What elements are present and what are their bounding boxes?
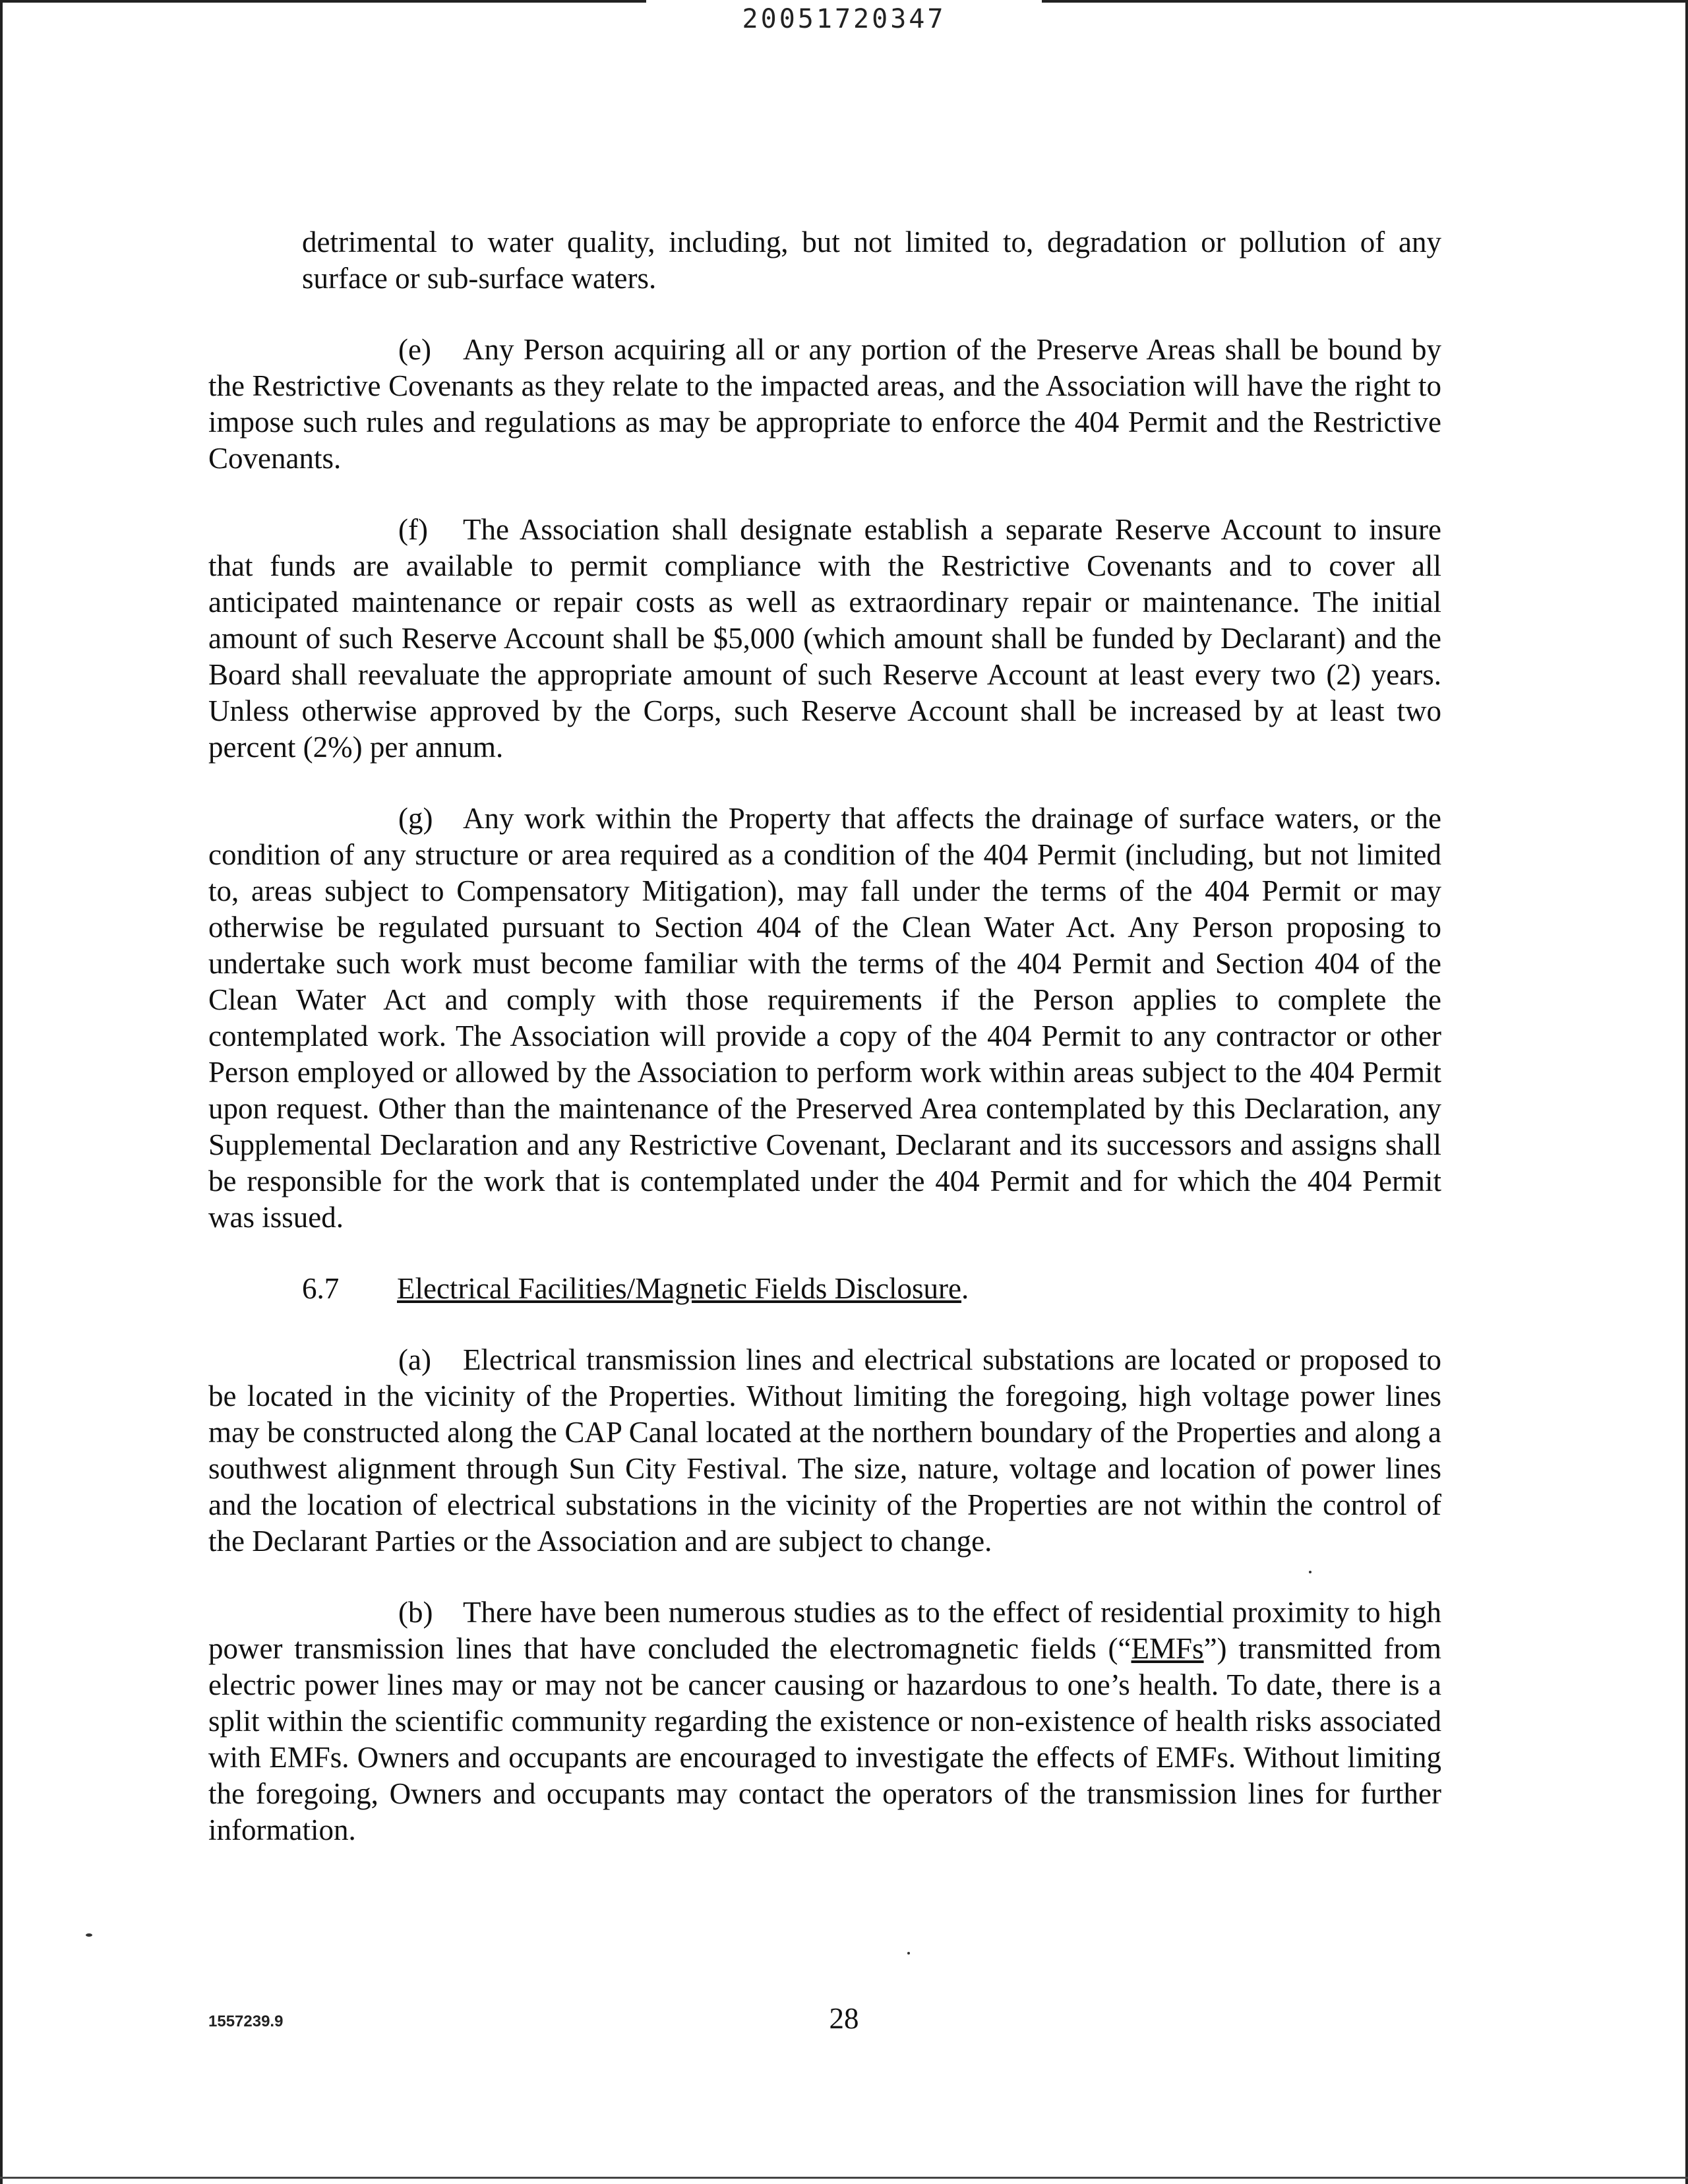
document-body: [208, 224, 1441, 1883]
scan-speck: [1309, 1571, 1311, 1573]
scan-border-bottom: [0, 2177, 1688, 2179]
scan-border-top-right: [1042, 0, 1688, 3]
paragraph-a: [208, 1342, 1441, 1560]
paragraph-g-text: Any work within the Property that affects the drainage of surface waters, or the condition of any structure or area required as a condition of the 404 Permit (including, but not limited to, areas subject to Compensatory Mitigation), may fall under the terms of the 404 Permit or may otherwise be regulated pursuant to Section 404 of the Clean Water Act. Any Person proposing to undertake such work must become familiar with the terms of the 404 Permit and Section 404 of the Clean Water Act and comply with those requirements if the Person applies to complete the contemplated work. The Association will provide a copy of the 404 Permit to any contractor or other Person employed or allowed by the Association to perform work within areas subject to the 404 Permit upon request. Other than the maintenance of the Preserved Area contemplated by this Declaration, any Supplemental Declaration and any Restrictive Covenant, Declarant and its successors and assigns shall be responsible for the work that is contemplated under the 404 Permit and for which the 404 Permit was issued.: [208, 802, 1441, 1234]
paragraph-e: [208, 332, 1441, 477]
paragraph-f-marker: (f): [398, 513, 428, 546]
section-title-period: .: [961, 1272, 969, 1305]
defined-term-emfs: EMFs: [1131, 1632, 1204, 1665]
document-code: 1557239.9: [208, 2013, 284, 2030]
paragraph-e-text: Any Person acquiring all or any portion of the Preserve Areas shall be bound by the Restrictive Covenants as they relate to the impacted areas, and the Association will have the right to impose such rules and regulations as may be appropriate to enforce the 404 Permit and the Restrictive Covenants.: [208, 333, 1441, 475]
paragraph-b-marker: (b): [398, 1596, 433, 1629]
paragraph-a-text: Electrical transmission lines and electrical substations are located or proposed to be located in the vicinity of the Properties. Without limiting the foregoing, high voltage power lines may be constructed along the CAP Canal located at the northern boundary of the Properties and along a southwest alignment through Sun City Festival. The size, nature, voltage and location of power lines and the location of electrical substations in the vicinity of the Properties are not within the control of the Declarant Parties or the Association and are subject to change.: [208, 1343, 1441, 1558]
paragraph-f: [208, 512, 1441, 766]
paragraph-b: [208, 1594, 1441, 1848]
recording-number: 20051720347: [742, 4, 946, 34]
scan-border-left: [0, 0, 3, 2184]
scan-border-top-left: [0, 0, 646, 3]
paragraph-f-text: The Association shall designate establish a separate Reserve Account to insure that funds are available to permit compliance with the Restrictive Covenants and to cover all anticipated maintenance or repair costs as well as extraordinary repair or maintenance. The initial amount of such Reserve Account shall be $5,000 (which amount shall be funded by Declarant) and the Board shall reevaluate the appropriate amount of such Reserve Account at least every two (2) years. Unless otherwise approved by the Corps, such Reserve Account shall be increased by at least two percent (2%) per annum.: [208, 513, 1441, 764]
section-title: Electrical Facilities/Magnetic Fields Disclosure: [397, 1272, 962, 1305]
paragraph-d-continuation: detrimental to water quality, including, but not limited to, degradation or pollution of any surface or sub-surface waters.: [302, 226, 1441, 295]
section-number: 6.7: [302, 1272, 340, 1305]
scan-speck: [907, 1952, 910, 1955]
paragraph-g: [208, 801, 1441, 1236]
page-number: 28: [829, 2002, 859, 2035]
paragraph-b-text-start: There have been numerous studies as to the effect of residential proximity to high power transmission lines that have concluded the electromagnetic fields (“: [208, 1596, 1441, 1665]
scan-speck: [86, 1933, 92, 1937]
section-heading: [302, 1271, 1441, 1307]
paragraph-a-marker: (a): [398, 1343, 431, 1376]
paragraph-g-marker: (g): [398, 802, 433, 835]
scan-border-right: [1685, 0, 1688, 2184]
paragraph-b-text-end: ”) transmitted from electric power lines may or may not be cancer causing or hazardous to one’s health. To date, there is a split within the scientific community regarding the existence or non-existence of health risks associated with EMFs. Owners and occupants are encouraged to investigate the effects of EMFs. Without limiting the foregoing, Owners and occupants may contact the operators of the transmission lines for further information.: [208, 1632, 1441, 1846]
paragraph-e-marker: (e): [398, 333, 431, 366]
